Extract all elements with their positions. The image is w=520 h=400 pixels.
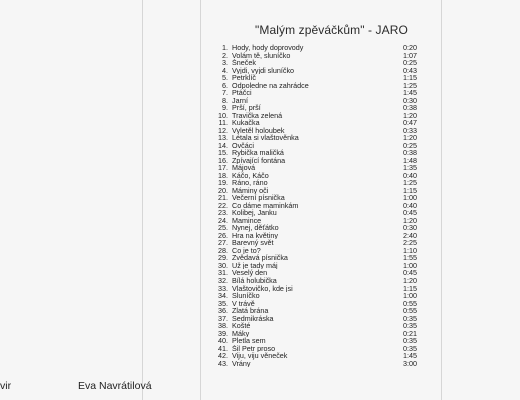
track-number: 34. [218, 291, 228, 301]
track-row [205, 269, 417, 277]
track-title: Ovčáci [232, 141, 254, 150]
track-duration: 0:40 [403, 200, 417, 210]
track-number: 39. [218, 328, 228, 338]
track-title: Rybička maličká [232, 149, 284, 157]
track-number: 16. [218, 155, 228, 165]
track-title: Bílá holubička [232, 276, 277, 285]
track-duration: 1:00 [403, 193, 417, 203]
track-duration: 0:35 [403, 321, 417, 331]
track-duration: 0:33 [403, 125, 417, 135]
track-title: Máky [232, 329, 250, 338]
track-duration: 0:30 [403, 223, 417, 233]
track-duration: 1:25 [403, 80, 417, 90]
track-title: Mamince [232, 216, 262, 225]
track-title: Travička zelená [232, 111, 283, 120]
track-number: 36. [218, 306, 228, 316]
track-number: 13. [218, 133, 228, 143]
track-row [205, 360, 417, 368]
track-number: 38. [218, 321, 228, 331]
track-number: 42. [218, 351, 228, 361]
track-title: V trávě [232, 299, 255, 308]
track-title: Viju, viju věneček [232, 352, 288, 360]
album-title: "Malým zpěváčkům" - JARO [255, 23, 408, 37]
track-title: Zpívající fontána [232, 156, 286, 165]
track-title: Košté [232, 322, 251, 330]
track-row [205, 307, 417, 315]
track-duration: 0:35 [403, 313, 417, 323]
track-title: Večerní písnička [232, 194, 285, 202]
track-duration: 0:47 [403, 118, 417, 128]
track-number: 10. [218, 110, 228, 120]
track-row [205, 337, 417, 345]
track-title: Co dáme maminkám [232, 201, 299, 210]
track-title: Kukačka [232, 119, 260, 127]
track-title: Máminy oči [232, 186, 269, 195]
track-row [205, 254, 417, 262]
track-title: Prší, prší [232, 104, 261, 112]
fold-line [142, 0, 143, 400]
track-number: 24. [218, 215, 228, 225]
track-number: 35. [218, 298, 228, 308]
track-row [205, 172, 417, 180]
track-duration: 1:48 [403, 155, 417, 165]
track-duration: 0:45 [403, 268, 417, 278]
track-number: 26. [218, 230, 228, 240]
track-row [205, 82, 417, 90]
fold-line [441, 0, 442, 400]
track-title: Zlatá brána [232, 307, 269, 315]
track-title: Kolibej, Janku [232, 209, 277, 217]
track-title: Co je to? [232, 246, 261, 255]
track-row [205, 97, 417, 105]
track-row [205, 209, 417, 217]
track-number: 27. [218, 238, 228, 248]
track-duration: 3:00 [403, 358, 417, 368]
track-duration: 0:35 [403, 336, 417, 346]
track-title: Pletla sem [232, 337, 266, 345]
track-duration: 0:40 [403, 170, 417, 180]
track-title: Vrány [232, 359, 251, 368]
track-number: 17. [218, 163, 228, 173]
track-duration: 1:07 [403, 50, 417, 60]
track-number: 7. [222, 88, 228, 98]
track-number: 28. [218, 245, 228, 255]
track-title: Káčo, Káčo [232, 171, 269, 180]
track-duration: 0:30 [403, 95, 417, 105]
track-number: 5. [222, 73, 228, 83]
track-duration: 0:55 [403, 306, 417, 316]
credit-fragment: vir [0, 380, 12, 392]
track-duration: 0:55 [403, 298, 417, 308]
track-title: Šil Petr proso [232, 344, 276, 353]
track-row [205, 142, 417, 150]
track-number: 4. [222, 65, 228, 75]
track-row [205, 104, 417, 112]
track-title: Sedmikráska [232, 314, 274, 323]
track-title: Nynej, děťátko [232, 224, 279, 232]
track-number: 31. [218, 268, 228, 278]
track-row [205, 345, 417, 353]
track-duration: 0:38 [403, 148, 417, 158]
track-row [205, 300, 417, 308]
track-row [205, 44, 417, 52]
track-duration: 1:15 [403, 73, 417, 83]
track-duration: 1:25 [403, 178, 417, 188]
track-row [205, 277, 417, 285]
track-number: 37. [218, 313, 228, 323]
track-row [205, 315, 417, 323]
track-row [205, 74, 417, 82]
track-row [205, 292, 417, 300]
track-title: Hody, hody doprovody [232, 44, 304, 52]
track-duration: 1:15 [403, 185, 417, 195]
credit-name: Eva Navrátilová [78, 380, 152, 392]
track-number: 3. [222, 58, 228, 68]
track-duration: 1:20 [403, 215, 417, 225]
track-row [205, 134, 417, 142]
track-duration: 1:45 [403, 88, 417, 98]
track-number: 19. [218, 178, 228, 188]
track-row [205, 322, 417, 330]
track-duration: 1:15 [403, 283, 417, 293]
track-number: 15. [218, 148, 228, 158]
track-title: Ráno, ráno [232, 179, 268, 187]
track-number: 11. [218, 118, 228, 128]
track-duration: 0:21 [403, 328, 417, 338]
track-duration: 1:20 [403, 275, 417, 285]
track-title: Hra na květiny [232, 231, 278, 240]
track-duration: 1:00 [403, 291, 417, 301]
track-row [205, 285, 417, 293]
track-duration: 1:45 [403, 351, 417, 361]
track-number: 33. [218, 283, 228, 293]
track-number: 43. [218, 358, 228, 368]
track-row [205, 217, 417, 225]
track-row [205, 67, 417, 75]
track-number: 40. [218, 336, 228, 346]
track-row [205, 119, 417, 127]
track-row [205, 164, 417, 172]
track-duration: 0:38 [403, 103, 417, 113]
track-title: Vyletěl holoubek [232, 126, 285, 135]
track-title: Barevný svět [232, 239, 274, 247]
track-number: 21. [218, 193, 228, 203]
track-row [205, 247, 417, 255]
track-duration: 1:20 [403, 133, 417, 143]
track-duration: 0:35 [403, 343, 417, 353]
track-number: 41. [218, 343, 228, 353]
track-row [205, 89, 417, 97]
track-number: 30. [218, 260, 228, 270]
track-title: Volám tě, sluníčko [232, 51, 291, 60]
track-title: Veselý den [232, 269, 268, 277]
track-number: 29. [218, 253, 228, 263]
track-row [205, 202, 417, 210]
track-number: 20. [218, 185, 228, 195]
track-number: 18. [218, 170, 228, 180]
track-row [205, 52, 417, 60]
track-duration: 1:55 [403, 253, 417, 263]
track-row [205, 112, 417, 120]
track-row [205, 330, 417, 338]
track-number: 32. [218, 275, 228, 285]
track-row [205, 149, 417, 157]
track-number: 14. [218, 140, 228, 150]
track-list [205, 44, 417, 367]
track-row [205, 232, 417, 240]
track-row [205, 194, 417, 202]
track-duration: 1:35 [403, 163, 417, 173]
track-number: 25. [218, 223, 228, 233]
track-number: 22. [218, 200, 228, 210]
fold-line [200, 0, 201, 400]
track-duration: 0:25 [403, 58, 417, 68]
track-title: Už je tady máj [232, 261, 278, 270]
track-duration: 1:20 [403, 110, 417, 120]
track-title: Odpoledne na zahrádce [232, 81, 309, 90]
track-row [205, 262, 417, 270]
track-duration: 1:00 [403, 260, 417, 270]
track-title: Šneček [232, 59, 256, 67]
track-duration: 0:25 [403, 140, 417, 150]
track-row [205, 157, 417, 165]
track-duration: 2:25 [403, 238, 417, 248]
track-number: 6. [222, 80, 228, 90]
track-title: Ptáčci [232, 89, 252, 97]
track-duration: 0:20 [403, 43, 417, 52]
track-duration: 0:43 [403, 65, 417, 75]
track-row [205, 179, 417, 187]
track-row [205, 59, 417, 67]
track-number: 8. [222, 95, 228, 105]
track-duration: 1:10 [403, 245, 417, 255]
track-number: 2. [222, 50, 228, 60]
track-number: 23. [218, 208, 228, 218]
track-row [205, 239, 417, 247]
track-title: Vlaštovičko, kde jsi [232, 284, 293, 293]
track-title: Zvědavá písnička [232, 254, 288, 262]
track-row [205, 187, 417, 195]
track-number: 12. [218, 125, 228, 135]
track-title: Vyjdi, vyjdi sluníčko [232, 66, 295, 75]
track-duration: 2:40 [403, 230, 417, 240]
track-title: Sluníčko [232, 292, 260, 300]
track-title: Májová [232, 164, 256, 172]
track-number: 9. [222, 103, 228, 113]
track-row [205, 224, 417, 232]
track-row [205, 352, 417, 360]
track-title: Létala si vlaštověnka [232, 134, 299, 142]
track-number: 1. [222, 43, 228, 52]
track-duration: 0:45 [403, 208, 417, 218]
track-title: Petrklíč [232, 74, 256, 82]
track-row [205, 127, 417, 135]
track-title: Jarní [232, 96, 248, 105]
